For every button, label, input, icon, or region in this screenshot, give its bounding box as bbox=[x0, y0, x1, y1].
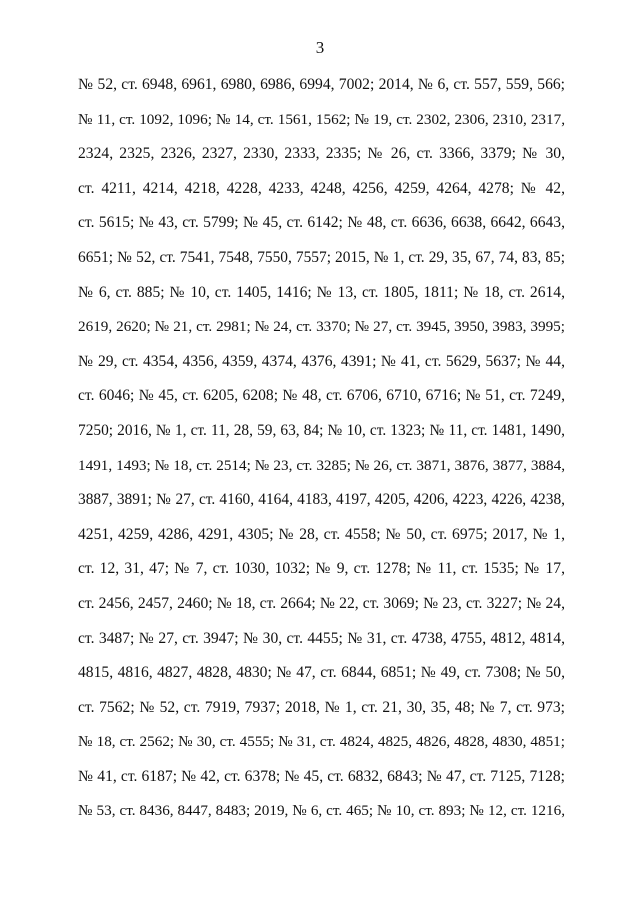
text-line: № 18, ст. 2562; № 30, ст. 4555; № 31, ст. 4824, 4825, 4826, 4828, 4830, 4851; bbox=[78, 733, 565, 751]
text-line: 1491, 1493; № 18, ст. 2514; № 23, ст. 3285; № 26, ст. 3871, 3876, 3877, 3884, bbox=[78, 456, 565, 474]
text-line: 6651; № 52, ст. 7541, 7548, 7550, 7557; 2015, № 1, ст. 29, 35, 67, 74, 83, 85; bbox=[78, 248, 565, 266]
text-line: ст. 6046; № 45, ст. 6205, 6208; № 48, ст. 6706, 6710, 6716; № 51, ст. 7249, bbox=[78, 387, 565, 405]
text-line: № 41, ст. 6187; № 42, ст. 6378; № 45, ст. 6832, 6843; № 47, ст. 7125, 7128; bbox=[78, 767, 565, 785]
text-line: 4815, 4816, 4827, 4828, 4830; № 47, ст. 6844, 6851; № 49, ст. 7308; № 50, bbox=[78, 664, 565, 682]
page-number: 3 bbox=[315, 38, 325, 57]
text-line: 4251, 4259, 4286, 4291, 4305; № 28, ст. 4558; № 50, ст. 6975; 2017, № 1, bbox=[78, 525, 565, 543]
text-line: № 53, ст. 8436, 8447, 8483; 2019, № 6, ст. 465; № 10, ст. 893; № 12, ст. 1216, bbox=[78, 802, 565, 820]
text-line: ст. 3487; № 27, ст. 3947; № 30, ст. 4455; № 31, ст. 4738, 4755, 4812, 4814, bbox=[78, 629, 565, 647]
text-line: 2324, 2325, 2326, 2327, 2330, 2333, 2335; № 26, ст. 3366, 3379; № 30, bbox=[78, 145, 565, 163]
text-line: ст. 12, 31, 47; № 7, ст. 1030, 1032; № 9, ст. 1278; № 11, ст. 1535; № 17, bbox=[78, 560, 565, 578]
text-line: 3887, 3891; № 27, ст. 4160, 4164, 4183, 4197, 4205, 4206, 4223, 4226, 4238, bbox=[78, 491, 565, 509]
body-text bbox=[78, 72, 565, 833]
text-line: ст. 7562; № 52, ст. 7919, 7937; 2018, № 1, ст. 21, 30, 35, 48; № 7, ст. 973; bbox=[78, 698, 565, 716]
text-line: ст. 5615; № 43, ст. 5799; № 45, ст. 6142; № 48, ст. 6636, 6638, 6642, 6643, bbox=[78, 214, 565, 232]
text-line: 7250; 2016, № 1, ст. 11, 28, 59, 63, 84; № 10, ст. 1323; № 11, ст. 1481, 1490, bbox=[78, 421, 565, 439]
text-line: № 11, ст. 1092, 1096; № 14, ст. 1561, 1562; № 19, ст. 2302, 2306, 2310, 2317, bbox=[78, 110, 565, 128]
text-line: № 6, ст. 885; № 10, ст. 1405, 1416; № 13, ст. 1805, 1811; № 18, ст. 2614, bbox=[78, 283, 565, 301]
text-line: № 52, ст. 6948, 6961, 6980, 6986, 6994, 7002; 2014, № 6, ст. 557, 559, 566; bbox=[78, 76, 565, 93]
text-line: ст. 2456, 2457, 2460; № 18, ст. 2664; № 22, ст. 3069; № 23, ст. 3227; № 24, bbox=[78, 594, 565, 612]
text-line: 2619, 2620; № 21, ст. 2981; № 24, ст. 3370; № 27, ст. 3945, 3950, 3983, 3995; bbox=[78, 318, 565, 336]
text-line: ст. 4211, 4214, 4218, 4228, 4233, 4248, 4256, 4259, 4264, 4278; № 42, bbox=[78, 179, 565, 197]
text-line: № 29, ст. 4354, 4356, 4359, 4374, 4376, 4391; № 41, ст. 5629, 5637; № 44, bbox=[78, 352, 565, 370]
